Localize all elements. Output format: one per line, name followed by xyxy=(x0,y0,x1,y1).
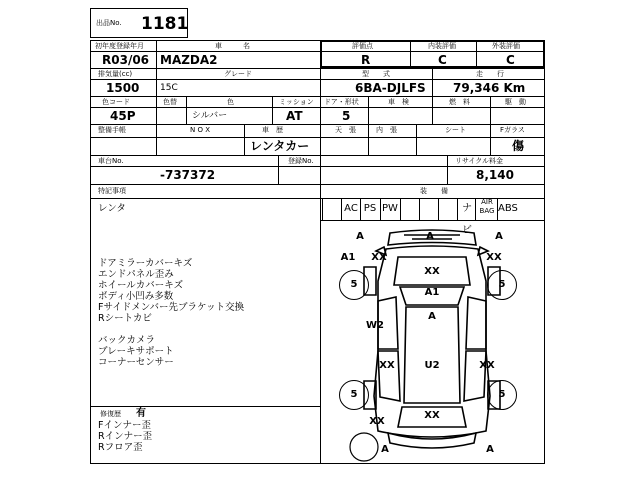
rule xyxy=(244,124,245,155)
damage-circle: 5 xyxy=(487,380,517,410)
disp-label: 排気量(cc) xyxy=(98,70,133,78)
disp-value: 1500 xyxy=(106,81,140,95)
color-label: 色 xyxy=(227,98,234,106)
grade-label: グレード xyxy=(224,70,252,78)
left-rear-door xyxy=(378,351,400,401)
rear-bumper xyxy=(388,433,476,448)
note-line: バックカメラ xyxy=(98,335,156,346)
car-label: 車 名 xyxy=(215,42,250,50)
interior-label: 内 張 xyxy=(376,126,397,134)
glass-value: 傷 xyxy=(512,139,525,153)
rule xyxy=(90,406,320,407)
equipment-item: PW xyxy=(380,198,399,220)
equipment-title: 装 備 xyxy=(420,187,448,195)
equipment-item: ナビ xyxy=(457,198,476,220)
damage-mark: XX xyxy=(479,360,495,371)
damage-mark: XX xyxy=(424,410,440,421)
grade-value: 15C xyxy=(160,83,178,93)
note-line: ブレーキサポート xyxy=(98,346,174,357)
sheet-label: シート xyxy=(445,126,466,134)
rule xyxy=(90,166,545,167)
mileage-label: 走 行 xyxy=(476,70,504,78)
repair-value: 有 xyxy=(136,408,146,419)
history-value: レンタカー xyxy=(250,139,310,153)
equipment-item: AC xyxy=(341,198,360,220)
model-label: 型 式 xyxy=(362,70,390,78)
score-value: R xyxy=(361,53,371,67)
history-label: 車 歴 xyxy=(262,126,283,134)
rule xyxy=(186,96,187,124)
manual-label: 整備手帳 xyxy=(98,126,126,134)
recycle-value: 8,140 xyxy=(476,168,514,182)
equipment-item: PS xyxy=(360,198,379,220)
reg-label: 初年度登録年月 xyxy=(95,42,144,50)
note-line: コーナーセンサー xyxy=(98,357,174,368)
int-value: C xyxy=(438,53,447,67)
rule xyxy=(90,96,545,97)
damage-mark: A xyxy=(381,444,389,455)
rule xyxy=(476,40,477,68)
chassis-value: -737372 xyxy=(160,168,216,182)
rule xyxy=(432,68,433,96)
car-value: MAZDA2 xyxy=(160,53,218,67)
rule xyxy=(320,68,321,96)
rule xyxy=(90,107,545,108)
mileage-value: 79,346 Km xyxy=(453,81,526,95)
fuel-label: 燃 料 xyxy=(449,98,470,106)
repair-label: 修復歴 xyxy=(100,410,121,418)
rule xyxy=(90,124,545,125)
note-line: ボディ小凹み多数 xyxy=(98,291,174,302)
damage-circle: 5 xyxy=(339,380,369,410)
recycle-label: リサイクル料金 xyxy=(455,157,504,165)
drive-label: 駆 動 xyxy=(505,98,526,106)
color-code-value: 45P xyxy=(110,109,136,123)
score-label: 評価点 xyxy=(352,42,373,50)
color-value: シルバー xyxy=(192,111,228,121)
mission-label: ミッション xyxy=(279,98,314,106)
damage-mark: A xyxy=(426,231,434,242)
lot-label: 出品No. xyxy=(96,19,122,27)
regno-label: 登録No. xyxy=(288,157,314,165)
equipment-item xyxy=(400,198,419,220)
note-line: Rシートカビ xyxy=(98,313,152,324)
rule xyxy=(368,96,369,124)
repair-line: Rフロア歪 xyxy=(98,442,143,453)
ext-label: 外装評価 xyxy=(492,42,520,50)
rule xyxy=(490,96,491,124)
rule xyxy=(368,124,369,155)
damage-mark: XX xyxy=(486,252,502,263)
note-line: ホイールカバーキズ xyxy=(98,280,184,291)
roof-label: 天 張 xyxy=(335,126,356,134)
damage-mark: W2 xyxy=(366,320,384,331)
model-value: 6BA-DJLFS xyxy=(355,81,426,95)
rule xyxy=(447,155,448,184)
rule xyxy=(416,124,417,155)
repair-line: Fインナー歪 xyxy=(98,420,151,431)
rule xyxy=(90,79,545,80)
rule xyxy=(410,40,411,68)
lot-number: 1181 xyxy=(141,14,189,34)
glass-label: Fガラス xyxy=(500,126,525,134)
rule xyxy=(90,68,545,69)
rule xyxy=(278,155,279,184)
rule xyxy=(156,68,157,96)
color-code-label: 色コード xyxy=(102,98,130,106)
doors-value: 5 xyxy=(342,109,351,123)
damage-mark: A1 xyxy=(424,287,440,298)
damage-mark: A xyxy=(356,231,364,242)
right-rear-door xyxy=(464,351,486,401)
nox-label: N O X xyxy=(190,126,210,134)
rule xyxy=(432,96,433,124)
damage-mark: XX xyxy=(379,360,395,371)
note-line: エンドパネル歪み xyxy=(98,269,174,280)
equipment-item xyxy=(438,198,457,220)
color-change-label: 色替 xyxy=(163,98,177,106)
rule xyxy=(156,40,157,68)
note-line: レンタ xyxy=(98,203,126,214)
damage-mark: A1 xyxy=(340,252,356,263)
damage-mark: A xyxy=(495,231,503,242)
equipment-item: ABS xyxy=(497,198,516,220)
equipment-item xyxy=(419,198,438,220)
damage-circle: 5 xyxy=(487,270,517,300)
inspection-label: 車 検 xyxy=(388,98,409,106)
rule xyxy=(490,124,491,155)
rule xyxy=(320,124,321,155)
note-line: ドアミラーカバーキズ xyxy=(98,258,193,269)
damage-mark: XX xyxy=(371,252,387,263)
damage-mark: XX xyxy=(369,416,385,427)
repair-line: Rインナー歪 xyxy=(98,431,153,442)
mission-value: AT xyxy=(286,109,303,123)
damage-mark: XX xyxy=(424,266,440,277)
int-label: 内装評価 xyxy=(428,42,456,50)
lot-box xyxy=(90,8,188,38)
rule xyxy=(272,96,273,124)
damage-mark: U2 xyxy=(424,360,440,371)
rule xyxy=(90,137,545,138)
rule xyxy=(90,184,545,185)
chassis-label: 車台No. xyxy=(98,157,124,165)
rule xyxy=(156,124,157,155)
reg-value: R03/06 xyxy=(102,53,150,67)
right-front-door xyxy=(466,297,486,349)
damage-mark: A xyxy=(428,311,436,322)
damage-mark: A xyxy=(486,444,494,455)
ext-value: C xyxy=(506,53,515,67)
doors-label: ドア・形状 xyxy=(324,98,359,106)
notes-title: 特記事項 xyxy=(98,187,126,195)
rule xyxy=(156,96,157,124)
rule xyxy=(90,155,545,156)
rule xyxy=(320,155,321,184)
damage-circle: 5 xyxy=(339,270,369,300)
equipment-item: AIR BAG xyxy=(475,198,498,220)
note-line: Fサイドメンバー先ブラケット交換 xyxy=(98,302,245,313)
rule xyxy=(320,96,321,124)
equipment-item xyxy=(322,198,341,220)
